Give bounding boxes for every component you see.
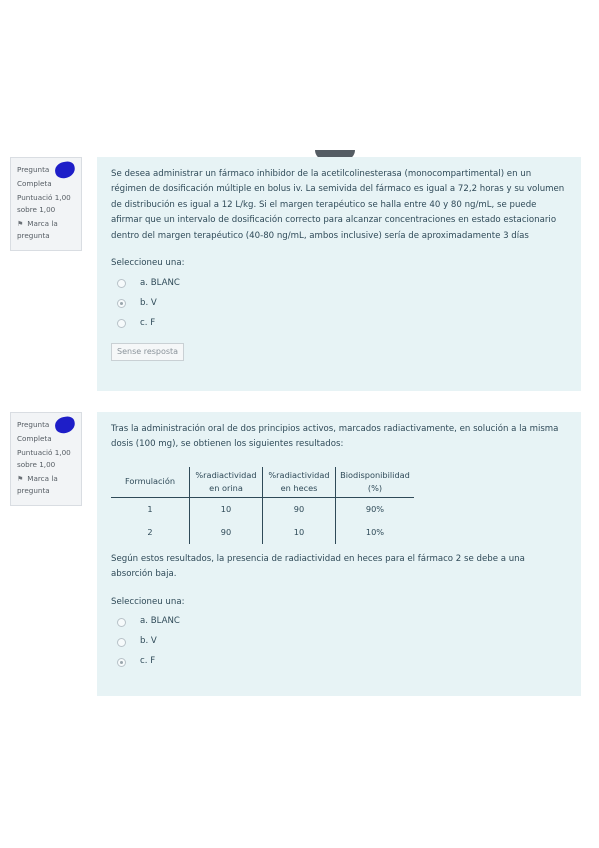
table-cell: 10: [190, 497, 263, 521]
option-a[interactable]: [117, 275, 569, 291]
table-header: %radiactividad en orina: [190, 467, 263, 498]
select-label: Seleccioneu una:: [111, 596, 185, 607]
question-text: Según estos resultados, la presencia de radiactividad en heces para el fármaco 2 se debe a una absorción baja.: [111, 553, 525, 580]
question-score-2: sobre 1,00: [17, 460, 56, 469]
question-label: Pregunta: [17, 420, 50, 429]
question-intro: Tras la administración oral de dos principios activos, marcados radiactivamente, en solución a la misma dosis (100 mg), se obtienen los siguientes resultados:: [111, 424, 559, 450]
question-state: Completa: [17, 434, 52, 443]
question-text: Se desea administrar un fármaco inhibidor de la acetilcolinesterasa (monocompartimental) en un régimen de dosificación múltiple en bolus iv. La semivida del fármaco es igual a 72,2 horas y su volumen de distribución es igual a 12 L/kg. Si el margen terapéutico se halla entre 40 y 80 ng/mL, se puede afirmar que un intervalo de dosificación correcto para alcanzar concentraciones en estado estacionario dentro del margen terapéutico (40-80 ng/mL, ambos inclusive) sería de aproximadamente 3 días: [111, 169, 565, 241]
table-header-row: [111, 467, 414, 498]
option-c-label: c. F: [140, 317, 156, 328]
flag-label-1: Marca la: [27, 219, 58, 228]
redaction-blot: [54, 415, 77, 435]
table-cell: 90: [190, 521, 263, 544]
question-score-2: sobre 1,00: [17, 205, 56, 214]
table-header: Formulación: [111, 467, 190, 498]
flag-icon: ⚑: [17, 220, 24, 228]
option-b[interactable]: [117, 295, 569, 311]
question-content-1: [97, 157, 581, 391]
flag-question-button[interactable]: [17, 218, 75, 230]
table-cell: 90: [263, 497, 336, 521]
question-content-2: [97, 412, 581, 696]
option-a-label: a. BLANC: [140, 616, 180, 627]
question-info-2: [10, 412, 82, 506]
flag-label-1: Marca la: [27, 474, 58, 483]
table-row: [111, 497, 414, 521]
option-c-label: c. F: [140, 656, 156, 667]
option-a[interactable]: [117, 614, 569, 630]
option-b-label: b. V: [140, 636, 157, 647]
select-label: Seleccioneu una:: [111, 258, 185, 269]
radio-a[interactable]: [117, 279, 126, 288]
table-cell: 1: [147, 503, 153, 514]
question-state: Completa: [17, 179, 52, 188]
table-cell: 90%: [336, 497, 415, 521]
question-score-1: Puntuació 1,00: [17, 448, 71, 457]
option-c[interactable]: [117, 315, 569, 331]
flag-label-2: pregunta: [17, 486, 50, 495]
question-score-1: Puntuació 1,00: [17, 193, 71, 202]
question-number: [17, 417, 75, 433]
radio-b[interactable]: [117, 299, 126, 308]
option-b-label: b. V: [140, 297, 157, 308]
flag-icon: ⚑: [17, 475, 24, 483]
flag-question-button[interactable]: [17, 473, 75, 485]
radio-b[interactable]: [117, 638, 126, 647]
option-a-label: a. BLANC: [140, 277, 180, 288]
table-header: %radiactividad en heces: [263, 467, 336, 498]
radio-c[interactable]: [117, 658, 126, 667]
radio-c[interactable]: [117, 319, 126, 328]
table-header: Biodisponibilidad (%): [336, 467, 415, 498]
clear-choice-button[interactable]: Sense resposta: [111, 343, 184, 361]
option-b[interactable]: [117, 634, 569, 650]
flag-label-2: pregunta: [17, 231, 50, 240]
option-c[interactable]: [117, 654, 569, 670]
table-cell: 2: [147, 526, 153, 537]
table-cell: 10%: [336, 521, 415, 544]
question-label: Pregunta: [17, 165, 50, 174]
question-info-1: [10, 157, 82, 251]
radio-a[interactable]: [117, 618, 126, 627]
table-row: [111, 521, 414, 544]
results-table: [111, 467, 414, 544]
question-number: [17, 162, 75, 178]
table-cell: 10: [263, 521, 336, 544]
redaction-blot: [54, 160, 77, 180]
